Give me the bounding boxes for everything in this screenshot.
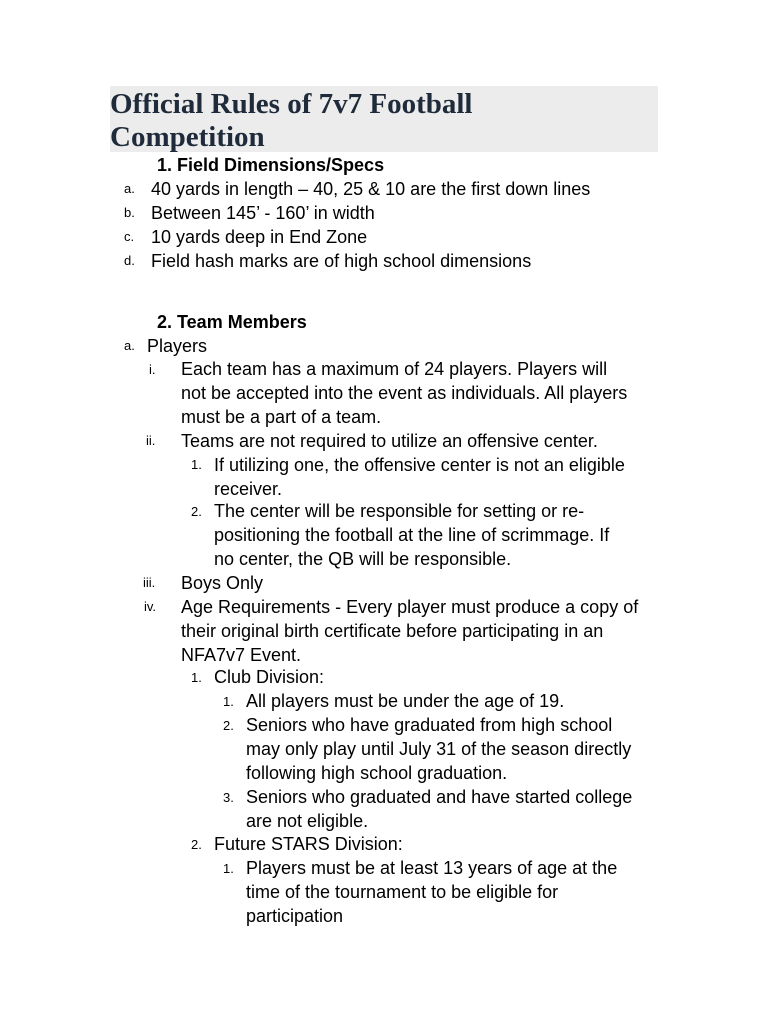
list-marker: c. [124, 229, 135, 244]
list-marker: ii. [146, 433, 156, 448]
list-item-text: If utilizing one, the offensive center is not an eligible [214, 455, 625, 475]
list-marker: 1. [223, 694, 234, 709]
list-marker: 2. [223, 718, 234, 733]
list-item-players: Players [147, 336, 208, 356]
list-item-text: Seniors who graduated and have started college [246, 787, 633, 807]
list-item: 10 yards deep in End Zone [151, 227, 368, 247]
list-marker: i. [149, 362, 156, 377]
list-marker: iv. [144, 599, 157, 614]
list-item-text: must be a part of a team. [181, 407, 382, 427]
list-item-club-division: Club Division: [214, 667, 325, 687]
list-marker: a. [124, 181, 135, 196]
list-item-text: Boys Only [181, 573, 264, 593]
list-marker: iii. [143, 575, 156, 590]
list-marker: 1. [223, 861, 234, 876]
list-item-text: not be accepted into the event as individuals. All players [181, 383, 628, 403]
list-item-future-stars-division: Future STARS Division: [214, 834, 403, 854]
list-marker: d. [124, 253, 135, 268]
list-marker: 1. [191, 457, 202, 472]
list-marker: 1. [191, 670, 202, 685]
document-title-line-2: Competition [110, 121, 265, 153]
list-item-text: their original birth certificate before participating in an [181, 621, 604, 641]
list-item-text: Players must be at least 13 years of age at the [246, 858, 618, 878]
section-heading-team-members: 2. Team Members [157, 312, 307, 332]
list-item-text: Age Requirements - Every player must produce a copy of [181, 597, 639, 617]
list-item-text: All players must be under the age of 19. [246, 691, 565, 711]
list-item-text: may only play until July 31 of the season directly [246, 739, 632, 759]
list-item-text: are not eligible. [246, 811, 369, 831]
document-title-line-1: Official Rules of 7v7 Football [110, 88, 473, 120]
list-item: 40 yards in length – 40, 25 & 10 are the first down lines [151, 179, 591, 199]
list-item: Field hash marks are of high school dimensions [151, 251, 532, 271]
list-marker: b. [124, 205, 135, 220]
section-heading-field-dimensions: 1. Field Dimensions/Specs [157, 155, 385, 175]
list-item-text: no center, the QB will be responsible. [214, 549, 512, 569]
list-marker: 2. [191, 504, 202, 519]
list-item-text: NFA7v7 Event. [181, 645, 302, 665]
list-marker: a. [124, 338, 135, 353]
list-item-text: Seniors who have graduated from high school [246, 715, 613, 735]
list-item-text: The center will be responsible for setting or re- [214, 501, 585, 521]
list-item-text: Teams are not required to utilize an offensive center. [181, 431, 598, 451]
list-item-text: positioning the football at the line of scrimmage. If [214, 525, 610, 545]
list-item-text: time of the tournament to be eligible for [246, 882, 559, 902]
list-marker: 2. [191, 837, 202, 852]
list-item-text: participation [246, 906, 344, 926]
list-item-text: following high school graduation. [246, 763, 508, 783]
list-item-text: Each team has a maximum of 24 players. Players will [181, 359, 608, 379]
list-marker: 3. [223, 790, 234, 805]
list-item-text: receiver. [214, 479, 283, 499]
list-item: Between 145’ - 160’ in width [151, 203, 375, 223]
